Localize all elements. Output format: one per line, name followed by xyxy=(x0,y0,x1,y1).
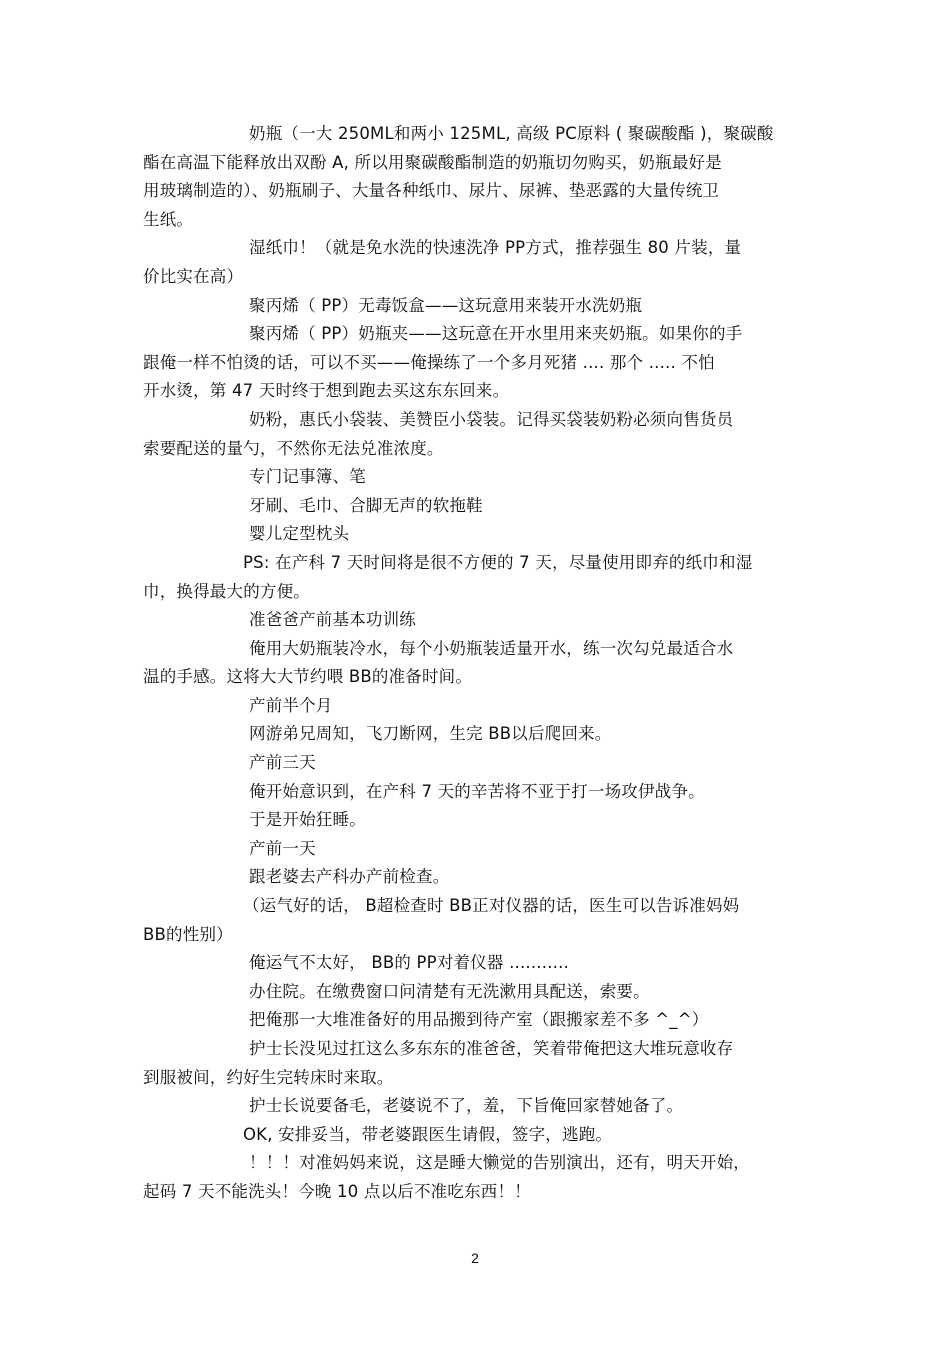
paragraph-line: 生纸。 xyxy=(143,209,194,229)
page-number: 2 xyxy=(471,1250,479,1266)
paragraph-line: 奶瓶（一大 250ML和两小 125ML, 高级 PC原料 ( 聚碳酸酯 )，聚碳酸 xyxy=(249,124,774,143)
paragraph-line: 婴儿定型枕头 xyxy=(249,524,350,544)
paragraph-line: 办住院。在缴费窗口问清楚有无洗漱用具配送，索要。 xyxy=(249,981,650,1001)
section-heading: 产前三天 xyxy=(249,753,316,773)
paragraph-line: 专门记事簿、笔 xyxy=(249,467,366,487)
paragraph-line: 护士长没见过扛这么多东东的准爸爸，笑着带俺把这大堆玩意收存 xyxy=(249,1039,734,1058)
paragraph-line: 用玻璃制造的）、奶瓶刷子、大量各种纸巾、尿片、尿裤、垫恶露的大量传统卫 xyxy=(143,181,720,201)
paragraph-line: 网游弟兄周知，飞刀断网，生完 BB以后爬回来。 xyxy=(249,724,612,744)
paragraph-line: BB的性别） xyxy=(143,924,233,944)
paragraph-line: 聚丙烯（ PP）无毒饭盒——这玩意用来装开水洗奶瓶 xyxy=(249,295,643,315)
paragraph-line: ！！！对准妈妈来说，这是睡大懒觉的告别演出，还有，明天开始， xyxy=(249,1153,750,1173)
paragraph-line: 于是开始狂睡。 xyxy=(249,810,366,830)
section-heading: 产前半个月 xyxy=(249,695,333,715)
paragraph-line: 到服被间，约好生完转床时来取。 xyxy=(143,1067,394,1087)
paragraph-line: 俺用大奶瓶装冷水，每个小奶瓶装适量开水，练一次勾兑最适合水 xyxy=(249,638,734,658)
paragraph-line: 聚丙烯（ PP）奶瓶夹——这玩意在开水里用来夹奶瓶。如果你的手 xyxy=(249,324,743,344)
paragraph-line: 护士长说要备毛，老婆说不了，羞，下旨俺回家替她备了。 xyxy=(249,1096,684,1116)
paragraph-line: 巾，换得最大的方便。 xyxy=(143,581,310,601)
paragraph-line: 酯在高温下能释放出双酚 A, 所以用聚碳酸酯制造的奶瓶切勿购买，奶瓶最好是 xyxy=(143,152,722,172)
paragraph-line: 牙刷、毛巾、合脚无声的软拖鞋 xyxy=(249,495,483,515)
paragraph-line: 温的手感。这将大大节约喂 BB的准备时间。 xyxy=(143,667,473,687)
section-heading: 准爸爸产前基本功训练 xyxy=(249,610,416,630)
paragraph-line: 奶粉，惠氏小袋装、美赞臣小袋装。记得买袋装奶粉必须向售货员 xyxy=(249,409,734,429)
paragraph-line: 把俺那一大堆准备好的用品搬到待产室（跟搬家差不多 ^_^） xyxy=(249,1010,709,1030)
paragraph-line: 索要配送的量勺，不然你无法兑准浓度。 xyxy=(143,438,444,458)
paragraph-line: 湿纸巾！（就是免水洗的快速洗净 PP方式，推荐强生 80 片装，量 xyxy=(249,238,742,258)
paragraph-line: 起码 7 天不能洗头！今晚 10 点以后不准吃东西！！ xyxy=(143,1181,531,1201)
paragraph-line: 开水烫，第 47 天时终于想到跑去买这东东回来。 xyxy=(143,381,510,401)
paragraph-line: 跟俺一样不怕烫的话，可以不买——俺操练了一个多月死猪 .... 那个 ..... 不怕 xyxy=(143,352,715,372)
paragraph-line: 跟老婆去产科办产前检查。 xyxy=(249,867,450,887)
paragraph-line: （运气好的话， B超检查时 BB正对仪器的话，医生可以告诉准妈妈 xyxy=(243,896,740,916)
paragraph-line: OK, 安排妥当，带老婆跟医生请假，签字，逃跑。 xyxy=(243,1124,613,1144)
document-body xyxy=(143,120,808,1207)
paragraph-line: 价比实在高） xyxy=(143,266,244,286)
paragraph-line: PS: 在产科 7 天时间将是很不方便的 7 天，尽量使用即弃的纸巾和湿 xyxy=(243,552,753,572)
paragraph-line: 俺运气不太好， BB的 PP对着仪器 ........... xyxy=(249,953,569,973)
paragraph-line: 俺开始意识到，在产科 7 天的辛苦将不亚于打一场攻伊战争。 xyxy=(249,781,705,801)
section-heading: 产前一天 xyxy=(249,838,316,858)
